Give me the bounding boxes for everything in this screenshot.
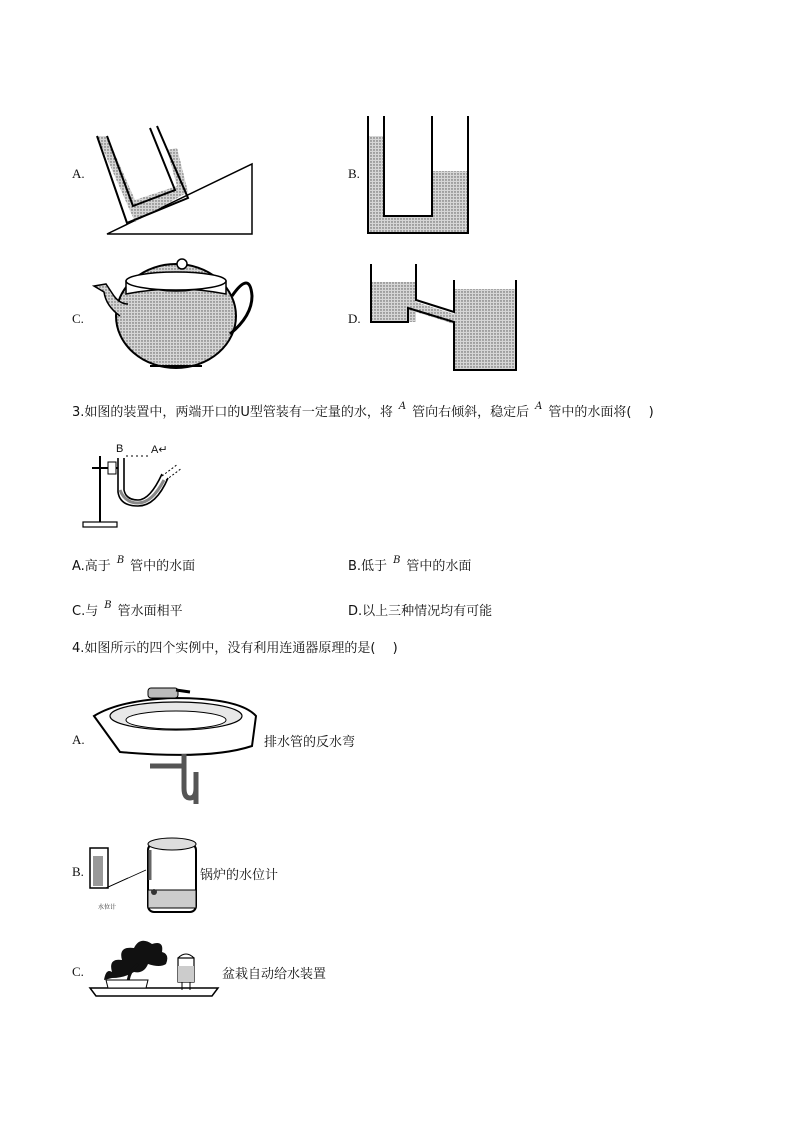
q3-fig-label-b: B [116,443,124,455]
u-tube-figure [364,116,474,238]
q4-option-a-caption: 排水管的反水弯 [264,735,356,750]
u-tube-on-incline-figure [95,128,260,240]
q4-option-c-label: C. [72,964,84,979]
q3-var-a2: A [535,401,543,412]
q3-option-d[interactable] [348,600,492,619]
q3-fig-label-a: A↵ [151,444,168,456]
q3-option-a-suffix: 管中的水面 [130,559,196,574]
sink-drain-trap-figure [90,680,260,804]
q3-option-a[interactable] [72,555,195,574]
option-c-label: C. [72,311,84,326]
question-4-stem: 4.如图所示的四个实例中，没有利用连通器原理的是( ) [72,641,398,656]
q3-var-a: A [398,401,407,412]
q3-stem-part3: 管中的水面将( ) [548,405,654,420]
q4-option-b-gauge-tag: 水位计 [98,904,117,911]
q3-option-b[interactable] [348,555,471,574]
q4-option-b-label: B. [72,864,84,879]
q3-option-b-prefix: B.低于 [348,559,388,574]
option-b-label: B. [348,166,360,181]
q3-stem-part2: 管向右倾斜，稳定后 [412,405,530,420]
bonsai-watering-figure [86,934,226,1004]
q3-option-a-var: B [116,555,125,566]
connected-containers-figure [368,264,523,374]
q3-option-b-var: B [393,555,401,566]
u-tube-stand-figure [80,450,190,530]
q4-option-a-label: A. [72,732,85,747]
q3-option-c-prefix: C.与 [72,604,99,619]
q4-option-c-caption: 盆栽自动给水装置 [222,967,327,982]
q3-option-b-suffix: 管中的水面 [406,559,472,574]
teapot-figure [90,256,260,376]
question-3-stem [72,401,654,420]
q3-option-c[interactable] [72,600,183,619]
q3-option-a-prefix: A.高于 [72,559,111,574]
option-a-label: A. [72,166,85,181]
q3-option-c-suffix: 管水面相平 [117,604,183,619]
option-d-label: D. [348,311,361,326]
q3-option-d-prefix: D.以上三种情况均有可能 [348,604,493,619]
q4-option-b-caption: 锅炉的水位计 [200,868,279,883]
q3-stem-part1: 3.如图的装置中，两端开口的U型管装有一定量的水，将 [72,405,393,420]
q3-option-c-var: B [104,600,112,611]
